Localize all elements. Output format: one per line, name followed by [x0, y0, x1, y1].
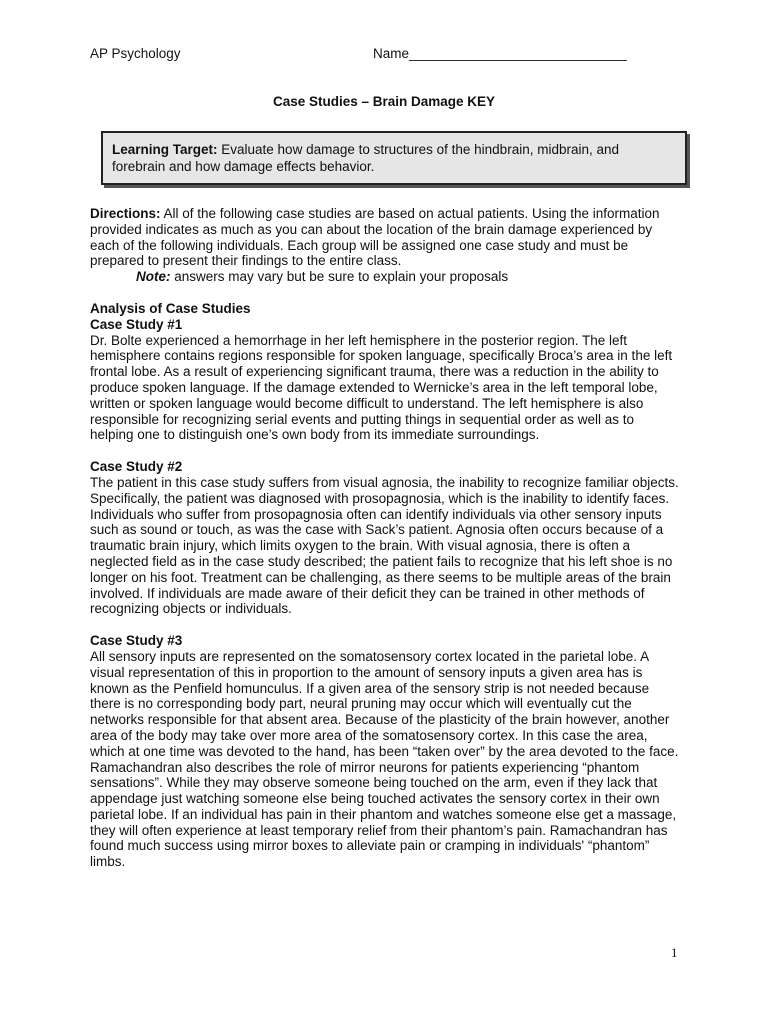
directions-label: Directions: [90, 206, 161, 221]
case-study-1-heading: Case Study #1 [90, 316, 183, 332]
learning-target-body: Evaluate how damage to structures of the hindbrain, midbrain, and forebrain and how damage effects behavior. [112, 142, 620, 174]
directions-paragraph [90, 206, 680, 269]
analysis-heading: Analysis of Case Studies [90, 300, 251, 316]
case-study-3-text: All sensory inputs are represented on the somatosensory cortex located in the parietal lobe. A visual representation of this in proportion to the amount of sensory inputs a given area has is known as the Penfield homunculus. If a given area of the sensory strip is not needed because there is no corresponding body part, neural pruning may occur which will eventually cut the networks responsible for that absent area. Because of the plasticity of the brain however, another area of the body may take over more area of the somatosensory cortex. In this case the area, which at one time was devoted to the hand, has been “taken over” by the area devoted to the face. Ramachandran also describes the role of mirror neurons for patients experiencing “phantom sensations”. While they may observe someone being touched on the arm, even if they lack that appendage just watching someone else being touched activates the sensory cortex in their own parietal lobe. If an individual has pain in their phantom and watches someone else get a massage, they will often experience at least temporary relief from their phantom’s pain. Ramachandran has found much success using mirror boxes to alleviate pain or cramping in individuals' “phantom” limbs. [90, 648, 679, 870]
note-line [90, 269, 680, 285]
case-study-3-heading: Case Study #3 [90, 633, 183, 649]
directions-text: All of the following case studies are based on actual patients. Using the information provided indicates as much as you can about the location of the brain damage experienced by each of the following individuals. Each group will be assigned one case study and must be prepared to present their findings to the entire class. [90, 206, 660, 269]
note-text: answers may vary but be sure to explain your proposals [170, 269, 509, 285]
note-label: Note: [136, 269, 171, 285]
document-body [90, 206, 680, 870]
course-name: AP Psychology [90, 46, 181, 61]
case-study-2-heading: Case Study #2 [90, 459, 183, 475]
learning-target-text [112, 141, 672, 175]
document-title: Case Studies – Brain Damage KEY [272, 94, 496, 109]
learning-target-box [101, 131, 687, 185]
name-field-label: Name_____________________________ [373, 46, 627, 61]
learning-target-label: Learning Target: [112, 142, 218, 157]
case-study-1-text: Dr. Bolte experienced a hemorrhage in her left hemisphere in the posterior region. The left hemisphere contains regions responsible for spoken language, specifically Broca’s area in the left frontal lobe. As a result of experiencing significant trauma, there was a reduction in the ability to produce spoken language. If the damage extended to Wernicke’s area in the left temporal lobe, written or spoken language would become difficult to understand. The left hemisphere is also responsible for recognizing serial events and putting things in sequential order as well as to helping one to distinguish one’s own body from its immediate surroundings. [90, 332, 673, 443]
case-study-2-text: The patient in this case study suffers from visual agnosia, the inability to recognize familiar objects. Specifically, the patient was diagnosed with prosopagnosia, which is the inability to identify faces. Individuals who suffer from prosopagnosia often can identify individuals via other sensory inputs such as sound or touch, as was the case with Sack’s patient. Agnosia often occurs because of a traumatic brain injury, which limits oxygen to the brain. With visual agnosia, there is often a neglected field as in the case study described; the patient fails to recognize that his left shoe is no longer on his foot. Treatment can be challenging, as there seems to be multiple areas of the brain involved. If individuals are made aware of their deficit they can be trained in other methods of recognizing objects or individuals. [90, 474, 679, 617]
page-number: 1 [671, 945, 678, 960]
